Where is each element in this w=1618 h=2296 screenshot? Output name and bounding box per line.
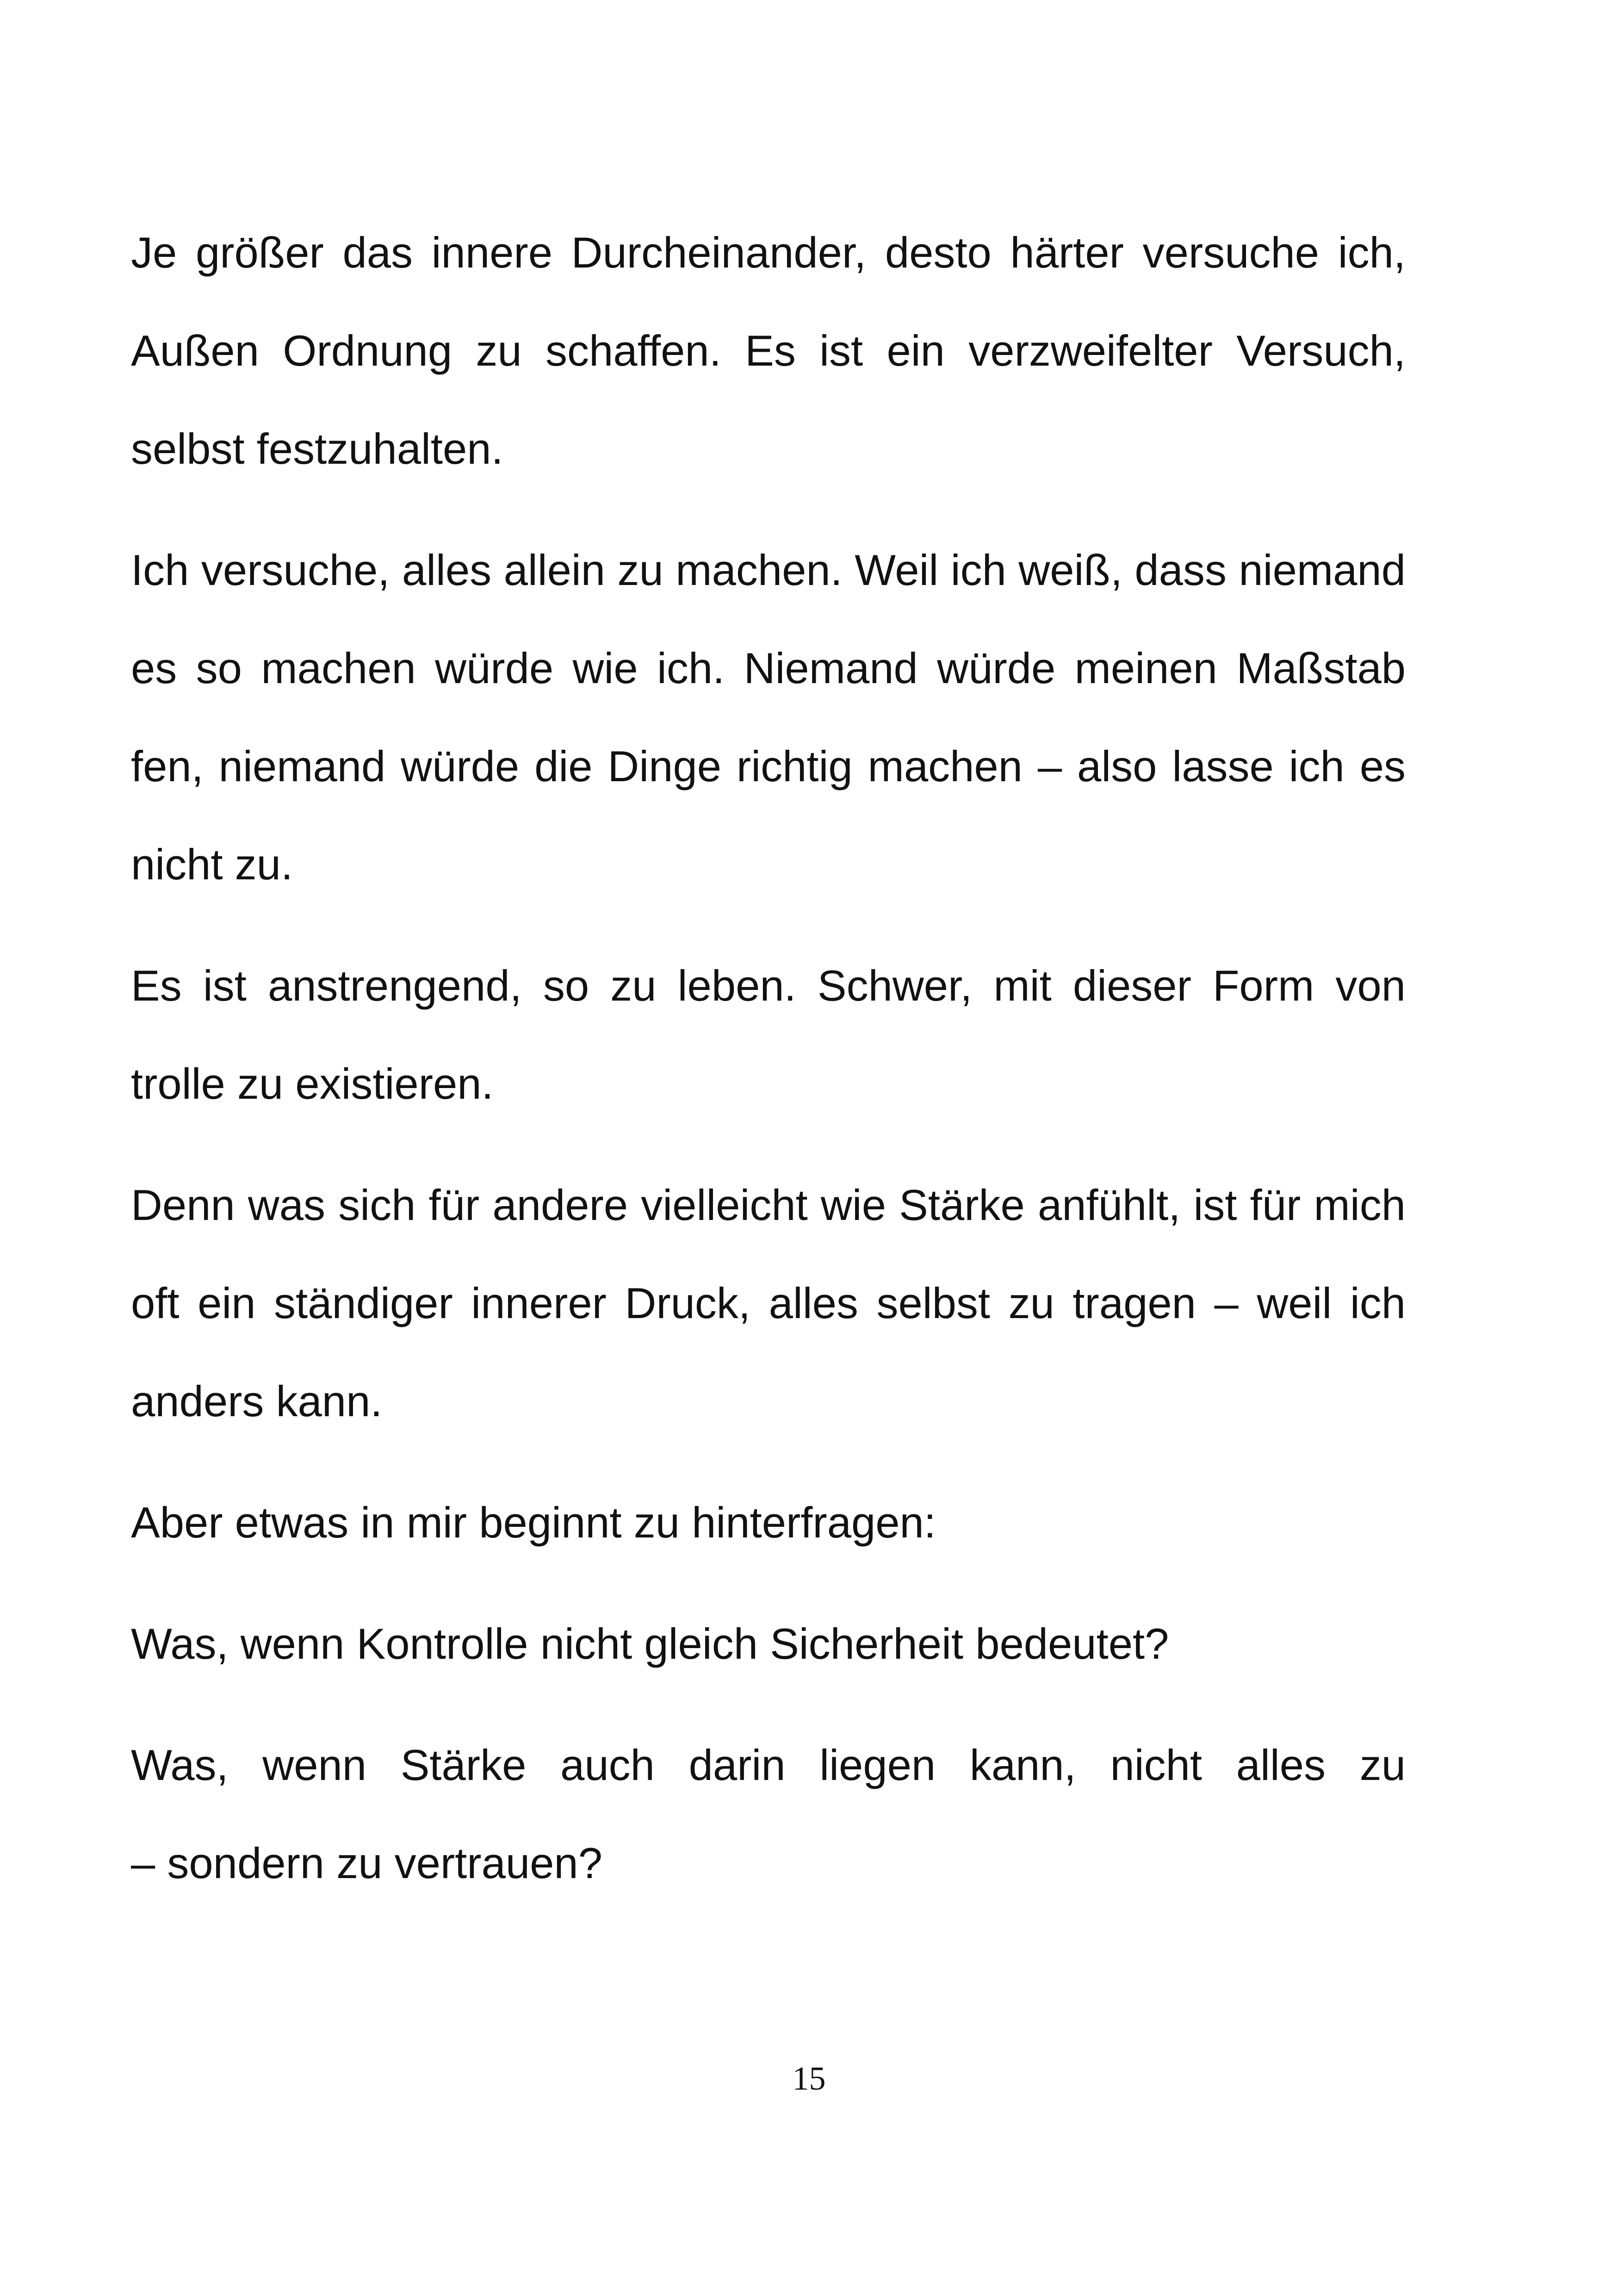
text-line: es so machen würde wie ich. Niemand würde meinen Maßstab: [131, 644, 1406, 692]
text-line: fen, niemand würde die Dinge richtig machen – also lasse ich es: [131, 742, 1406, 790]
body-text: [131, 204, 1406, 1935]
text-line: Je größer das innere Durcheinander, desto härter versuche ich,: [131, 228, 1406, 277]
text-line: Was, wenn Kontrolle nicht gleich Sicherheit bedeutet?: [131, 1619, 1169, 1668]
text-line: selbst festzuhalten.: [131, 424, 503, 473]
text-line: – sondern zu vertrauen?: [131, 1839, 602, 1887]
text-line: Aber etwas in mir beginnt zu hinterfragen:: [131, 1498, 936, 1547]
text-line: oft ein ständiger innerer Druck, alles selbst zu tragen – weil ich: [131, 1279, 1406, 1327]
paragraph-5: [131, 1474, 1406, 1572]
text-line: Denn was sich für andere vielleicht wie Stärke anfühlt, ist für mich: [131, 1181, 1406, 1229]
text-line: Es ist anstrengend, so zu leben. Schwer, mit dieser Form von: [131, 961, 1406, 1010]
text-line: Ich versuche, alles allein zu machen. Weil ich weiß, dass niemand: [131, 546, 1406, 594]
paragraph-2: [131, 521, 1406, 914]
paragraph-3: [131, 937, 1406, 1133]
page-number: 15: [792, 2060, 826, 2097]
text-line: nicht zu.: [131, 840, 293, 889]
text-line: trolle zu existieren.: [131, 1059, 494, 1108]
paragraph-6: [131, 1595, 1406, 1693]
text-line: Was, wenn Stärke auch darin liegen kann, nicht alles zu: [131, 1741, 1406, 1789]
paragraph-4: [131, 1156, 1406, 1450]
text-line: anders kann.: [131, 1377, 383, 1425]
paragraph-7: [131, 1716, 1406, 1912]
paragraph-1: [131, 204, 1406, 498]
text-line: Außen Ordnung zu schaffen. Es ist ein verzweifelter Versuch,: [131, 326, 1406, 375]
